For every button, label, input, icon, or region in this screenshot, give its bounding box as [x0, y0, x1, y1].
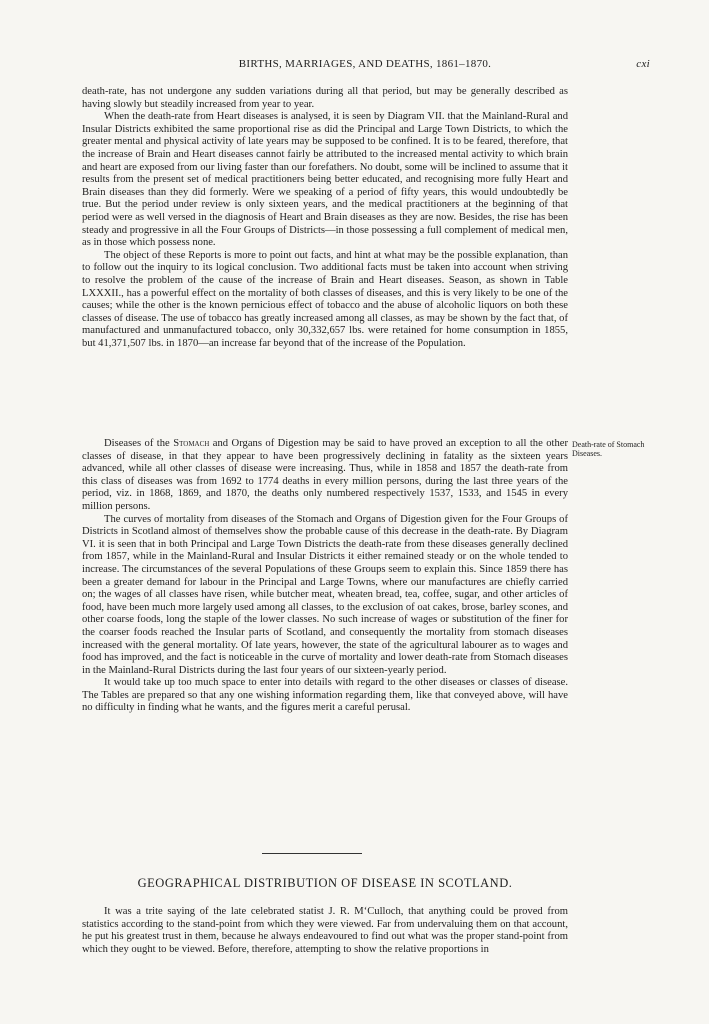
geographical-section — [82, 906, 568, 956]
section-heading: GEOGRAPHICAL DISTRIBUTION OF DISEASE IN SCOTLAND. — [137, 876, 513, 890]
margin-note: Death-rate of Stomach Diseases. — [572, 440, 645, 458]
small-caps-term: Stomach — [173, 438, 210, 449]
paragraph: The curves of mortality from diseases of the Stomach and Organs of Digestion given for the Four Groups of Districts in Scotland almost of themselves show the probable cause of this decrease in the death-rate. By Diagram VI. it is seen that in both Principal and Large Town Districts the death-rate from these diseases generally declined from 1857, while in the Mainland-Rural and Insular Districts it either remained steady or on the whole tended to increase. The circumstances of the several Populations of these Groups seem to explain this. Since 1859 there has been a greater demand for labour in the Principal and Large Towns, where our manufactures are chiefly carried on; the wages of all classes have risen, while butcher meat, wheaten bread, tea, coffee, sugar, and other articles of food, have been much more largely used among all classes, to the exclusion of oat cakes, brose, barley scones, and other coarse foods, long the staple of the lower classes. No such increase of wages or substitution of the finer for the coarser foods reached the Insular parts of Scotland, and consequently the mortality from stomach diseases increased with the general mortality. Of late years, however, the state of the agricultural labourer as to wages and food has improved, and the fact is noticeable in the curve of mortality and lower death-rate from Stomach diseases in the Mainland-Rural Districts during the last four years of our sixteen-yearly period. — [82, 513, 568, 676]
paragraph: It would take up too much space to enter into details with regard to the other diseases or classes of disease. The Tables are prepared so that any one wishing information regarding them, like that conveyed above, will have no difficulty in finding what he wants, and the figures merit a careful perusal. — [82, 677, 568, 714]
section-divider — [262, 853, 362, 854]
text-run: and Organs of Digestion may be said to have proved an exception to all the other classes of disease, in that they appear to have been progressively declining in fatality as the sixteen years advanced, while all other classes of disease were increasing. Thus, while in 1858 and 1857 the death-rate from this class of diseases was from 1692 to 1774 deaths in every million persons, during the last three years of the period, viz. in 1868, 1869, and 1870, the deaths only numbered respectively 1537, 1533, and 1545 in every million persons. — [82, 438, 569, 512]
running-header — [80, 58, 650, 72]
paragraph: The object of these Reports is more to point out facts, and hint at what may be the possible explanation, than to follow out the inquiry to its logical conclusion. Two additional facts must be taken into account when striving to resolve the problem of the cause of the increase of Brain and Heart diseases. Season, as shown in Table LXXXII., has a powerful effect on the mortality of both classes of diseases, and this is very likely to be one of the causes; while the other is the known pernicious effect of tobacco and the abuse of alcoholic liquors on both these classes of disease. The use of tobacco has greatly increased among all classes, as may be shown by the fact that, of manufactured and unmanufactured tobacco, only 30,332,657 lbs. were retained for home consumption in 1855, but 41,371,507 lbs. in 1870—an increase far beyond that of the increase of the Population. — [82, 249, 568, 349]
paragraph: death-rate, has not undergone any sudden variations during all that period, but may be generally described as having slowly but steadily increased from year to year. — [82, 86, 568, 110]
header-title: BIRTHS, MARRIAGES, AND DEATHS, 1861–1870. — [238, 58, 492, 70]
paragraph: When the death-rate from Heart diseases is analysed, it is seen by Diagram VII. that the Mainland-Rural and Insular Districts exhibited the same proportional rise as did the Principal and Large Town Districts, to which the greater mental and physical activity of late years may be supposed to be confined. It is to be feared, therefore, that the increase of Brain and Heart diseases cannot fairly be attributed to the increased mental activity to which brain and heart are exposed from our living faster than our forefathers. No doubt, some will be inclined to assume that it results from the present set of medical practitioners being better educated, and recognising more fully Heart and Brain diseases than they did formerly. Were we speaking of a period of fifty years, this would undoubtedly be true. But the period under review is only sixteen years, and the medical practitioners at the beginning of that period were as well versed in the diagnosis of Heart and Brain diseases as they are now. Besides, the rise has been steady and progressive in all the Four Groups of Districts—in those possessing a full complement of medical men, as in those which possess none. — [82, 111, 568, 249]
heart-diseases-section — [82, 86, 568, 350]
text-run: Diseases of the — [104, 438, 170, 449]
page-number: cxi — [636, 58, 650, 70]
stomach-diseases-section — [82, 438, 568, 715]
paragraph: It was a trite saying of the late celebrated statist J. R. M‘Culloch, that anything could be proved from statistics according to the stand-point from which they were viewed. Far from undervaluing them on that account, he put his greatest trust in them, because he always endeavoured to find out what was the proper stand-point from which they ought to be viewed. Before, therefore, attempting to show the relative proportions in — [82, 906, 568, 955]
paragraph — [82, 438, 568, 514]
